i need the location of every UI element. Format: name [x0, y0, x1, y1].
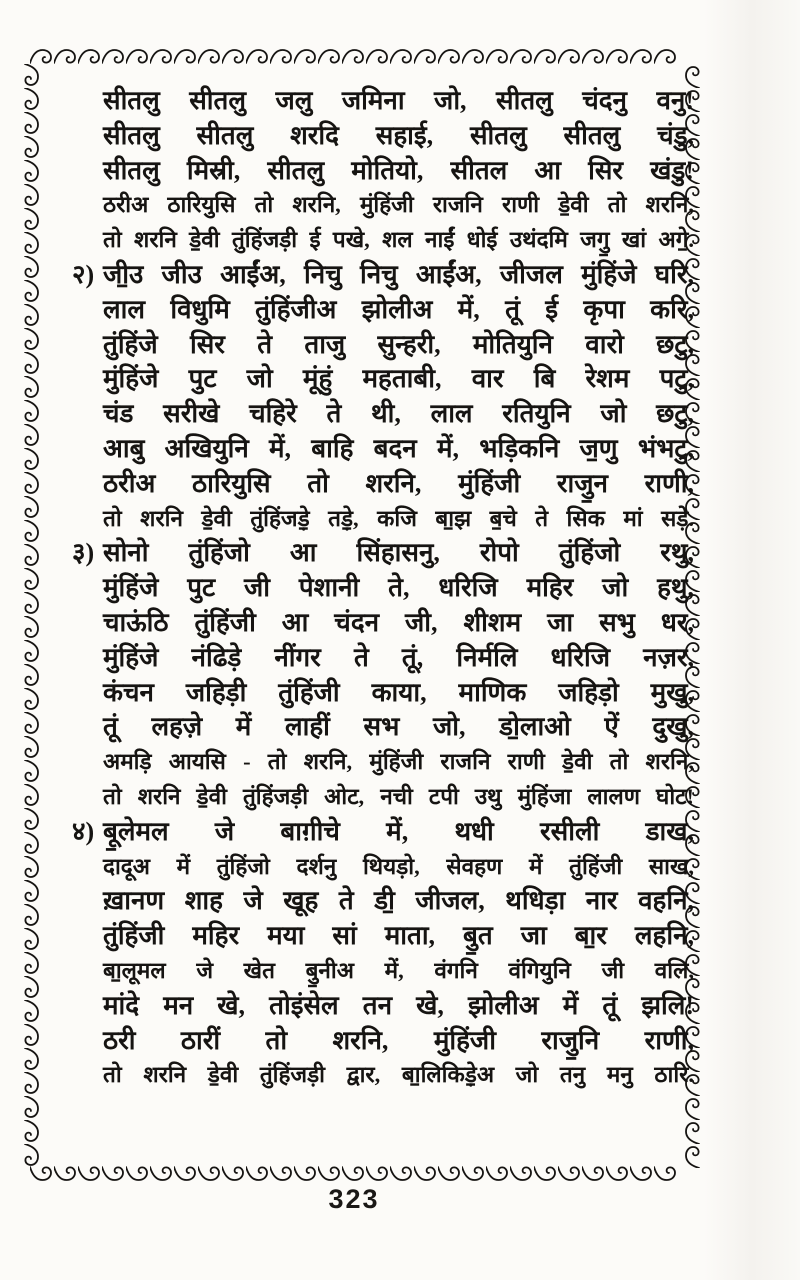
scroll-curl-icon — [342, 48, 366, 66]
scroll-curl-icon — [22, 496, 40, 520]
scroll-curl-icon — [684, 1120, 702, 1144]
scroll-curl-icon — [22, 1120, 40, 1144]
scroll-curl-icon — [22, 760, 40, 784]
scroll-curl-icon — [22, 376, 40, 400]
verse-number: ४) — [72, 816, 95, 846]
verse-line — [72, 710, 694, 745]
scroll-curl-icon — [246, 48, 270, 66]
scroll-curl-icon — [270, 48, 294, 66]
scroll-curl-icon — [22, 208, 40, 232]
scroll-curl-icon — [22, 592, 40, 616]
scroll-curl-icon — [22, 112, 40, 136]
scroll-curl-icon — [22, 256, 40, 280]
scroll-curl-icon — [22, 1000, 40, 1024]
verse-text-block — [72, 84, 694, 1093]
scroll-curl-icon — [22, 64, 40, 88]
scroll-curl-icon — [22, 712, 40, 736]
scroll-curl-icon — [30, 48, 54, 66]
verse-line — [72, 815, 694, 850]
verse-line-text: बू॒लेमल जे बाग़ीचे में, थधी रसीली डाख, — [103, 816, 694, 846]
scroll-curl-icon — [22, 424, 40, 448]
verse-line — [72, 154, 694, 189]
verse-line-text: तूं लहज़े में लाहीं सभ जो, डो॒लाओ ऐं दुखु, — [103, 712, 694, 742]
scroll-curl-icon — [22, 832, 40, 856]
scroll-curl-icon — [222, 48, 246, 66]
verse-line-text: मुंहिंजे पुट जी पेशानी ते, धरिजि महिर जो हथु, — [103, 573, 694, 603]
scroll-curl-icon — [22, 400, 40, 424]
verse-line-text: तो शरनि डे॒वी तुंहिंजड़े॒ तड़े॒, कजि बा॒झ ब॒चे ते सिक मां सड़े. — [103, 505, 694, 531]
verse-number: ३) — [72, 538, 95, 568]
verse-line — [72, 119, 694, 154]
verse-line — [72, 502, 694, 537]
verse-line — [72, 188, 694, 223]
verse-line-text: ठरीअ ठारियुसि तो शरनि, मुंहिंजी राजनि राणी डे॒वी तो शरनि, — [103, 192, 694, 218]
scroll-curl-icon — [22, 928, 40, 952]
verse-line-text: सीतलु सीतलु शरदि सहाई, सीतलु सीतलु चंडु, — [103, 120, 694, 150]
verse-line — [72, 919, 694, 954]
verse-line — [72, 362, 694, 397]
scroll-curl-icon — [30, 1164, 54, 1182]
scroll-curl-icon — [654, 48, 678, 66]
scroll-curl-icon — [606, 48, 630, 66]
verse-line — [72, 258, 694, 293]
decorative-border-bottom — [30, 1164, 678, 1182]
scroll-curl-icon — [198, 1164, 222, 1182]
verse-line-text: आबु अखियुनि में, बाहि बदन में, भड़िकनि ज॒णु भंभटु, — [103, 433, 694, 463]
scroll-curl-icon — [22, 952, 40, 976]
verse-line — [72, 989, 694, 1024]
decorative-border-left — [22, 64, 40, 1168]
scroll-curl-icon — [22, 328, 40, 352]
scroll-curl-icon — [22, 640, 40, 664]
scroll-curl-icon — [438, 48, 462, 66]
verse-line — [72, 884, 694, 919]
scroll-curl-icon — [366, 48, 390, 66]
verse-line-text: ठरीअ ठारियुसि तो शरनि, मुंहिंजी राजु॒न राणी, — [103, 468, 694, 498]
scroll-curl-icon — [22, 280, 40, 304]
scroll-curl-icon — [534, 48, 558, 66]
verse-line — [72, 954, 694, 989]
scroll-curl-icon — [22, 1096, 40, 1120]
verse-line-text: ठरी ठारीं तो शरनि, मुंहिंजी राजु॒नि राणी, — [103, 1025, 694, 1055]
verse-line-text: तुंहिंजी महिर मया सां माता, बु॒त जा बा॒र लहनि, — [103, 921, 694, 951]
scroll-curl-icon — [22, 736, 40, 760]
scroll-curl-icon — [22, 136, 40, 160]
verse-line — [72, 571, 694, 606]
verse-line — [72, 397, 694, 432]
verse-line-text: चाऊंठि तुंहिंजी आ चंदन जी, शीशम जा सभु धर, — [103, 607, 694, 637]
verse-line — [72, 467, 694, 502]
scroll-curl-icon — [606, 1164, 630, 1182]
verse-line-text: मुंहिंजे नंढिड़े नींगर ते तूं, निर्मलि धरिजि नज़र, — [103, 642, 694, 672]
scroll-curl-icon — [54, 48, 78, 66]
scroll-curl-icon — [22, 88, 40, 112]
scroll-curl-icon — [558, 48, 582, 66]
verse-line — [72, 84, 694, 119]
scroll-curl-icon — [462, 48, 486, 66]
scroll-curl-icon — [22, 520, 40, 544]
verse-line-text: तो शरनि डे॒वी तुंहिंजड़ी ई पखे, शल नाईं धोई उथंदमि जगु॒ खां अगे॒. — [103, 227, 694, 253]
verse-line — [72, 432, 694, 467]
scroll-curl-icon — [22, 184, 40, 208]
verse-line-text: चंड सरीखे चहिरे ते थी, लाल रतियुनि जो छटु, — [103, 399, 694, 429]
scroll-curl-icon — [294, 1164, 318, 1182]
scroll-curl-icon — [78, 1164, 102, 1182]
scroll-curl-icon — [414, 48, 438, 66]
scroll-curl-icon — [22, 688, 40, 712]
scroll-curl-icon — [630, 1164, 654, 1182]
scroll-curl-icon — [22, 616, 40, 640]
scroll-curl-icon — [126, 1164, 150, 1182]
scroll-curl-icon — [22, 664, 40, 688]
verse-number: २) — [72, 259, 95, 289]
scroll-curl-icon — [22, 352, 40, 376]
scroll-curl-icon — [684, 1144, 702, 1168]
scroll-curl-icon — [510, 1164, 534, 1182]
scroll-curl-icon — [174, 1164, 198, 1182]
scroll-curl-icon — [22, 880, 40, 904]
scroll-curl-icon — [22, 568, 40, 592]
scroll-curl-icon — [22, 232, 40, 256]
verse-line-text: मांदे मन खे, तोइंसेल तन खे, झोलीअ में तूं झलि! — [103, 990, 694, 1020]
scroll-curl-icon — [438, 1164, 462, 1182]
scroll-curl-icon — [318, 1164, 342, 1182]
scroll-curl-icon — [22, 784, 40, 808]
verse-line — [72, 850, 694, 885]
scroll-curl-icon — [102, 48, 126, 66]
verse-line-text: दादूअ में तुंहिंजो दर्शनु थियड़ो, सेवहण में तुंहिंजी साख, — [103, 853, 694, 879]
scroll-curl-icon — [486, 1164, 510, 1182]
scroll-curl-icon — [198, 48, 222, 66]
verse-line-text: सीतलु सीतलु जलु जमिना जो, सीतलु चंदनु वनु! — [103, 86, 694, 115]
scroll-curl-icon — [414, 1164, 438, 1182]
verse-line — [72, 606, 694, 641]
scroll-curl-icon — [582, 48, 606, 66]
verse-line — [72, 745, 694, 780]
scroll-curl-icon — [174, 48, 198, 66]
scroll-curl-icon — [22, 1072, 40, 1096]
verse-line — [72, 1024, 694, 1059]
scroll-curl-icon — [54, 1164, 78, 1182]
scroll-curl-icon — [150, 1164, 174, 1182]
verse-line-text: अमड़ि आयसि - तो शरनि, मुंहिंजी राजनि राणी डे॒वी तो शरनि, — [103, 749, 694, 775]
verse-line-text: कंचन जहिड़ी तुंहिंजी काया, माणिक जहिड़ो मुखु, — [103, 677, 694, 707]
scroll-curl-icon — [294, 48, 318, 66]
scroll-curl-icon — [510, 48, 534, 66]
verse-line-text: जी॒उ जीउ आईंअ, निचु निचु आईंअ, जीजल मुंहिंजे घरि, — [103, 259, 694, 289]
verse-line-text: तो शरनि डे॒वी तुंहिंजड़ी ओट, नची टपी उथु मुंहिंजा लालण घोट! — [103, 783, 694, 809]
verse-line-text: ख़ानण शाह जे खूह ते डी॒ जीजल, थधिड़ा नार वहनि, — [103, 886, 694, 916]
verse-line-text: तो शरनि डे॒वी तुंहिंजड़ी द्वार, बा॒लिकिड़े॒अ जो तनु मनु ठारि. — [103, 1062, 694, 1088]
verse-line — [72, 641, 694, 676]
verse-line — [72, 676, 694, 711]
verse-line — [72, 536, 694, 571]
scroll-curl-icon — [654, 1164, 678, 1182]
scroll-curl-icon — [78, 48, 102, 66]
scroll-curl-icon — [630, 48, 654, 66]
scroll-curl-icon — [462, 1164, 486, 1182]
scroll-curl-icon — [22, 472, 40, 496]
page-number: 323 — [328, 1184, 380, 1214]
verse-line-text: लाल विधुमि तुंहिंजीअ झोलीअ में, तूं ई कृपा करि, — [103, 294, 694, 324]
scroll-curl-icon — [22, 304, 40, 328]
scroll-curl-icon — [390, 1164, 414, 1182]
decorative-border-top — [30, 48, 678, 66]
verse-line-text: सोनो तुंहिंजो आ सिंहासनु, रोपो तुंहिंजो रथु, — [103, 538, 694, 568]
scroll-curl-icon — [390, 48, 414, 66]
verse-line-text: तुंहिंजे सिर ते ताजु सुन्हरी, मोतियुनि वारो छटु, — [103, 329, 694, 359]
verse-line — [72, 1058, 694, 1093]
scroll-curl-icon — [534, 1164, 558, 1182]
scroll-curl-icon — [270, 1164, 294, 1182]
scroll-curl-icon — [684, 1096, 702, 1120]
scroll-curl-icon — [150, 48, 174, 66]
verse-line — [72, 223, 694, 258]
scroll-curl-icon — [246, 1164, 270, 1182]
scroll-curl-icon — [22, 1144, 40, 1168]
verse-line — [72, 328, 694, 363]
scroll-curl-icon — [22, 1048, 40, 1072]
scroll-curl-icon — [222, 1164, 246, 1182]
scroll-curl-icon — [22, 160, 40, 184]
scroll-curl-icon — [22, 976, 40, 1000]
scroll-curl-icon — [486, 48, 510, 66]
scroll-curl-icon — [22, 1024, 40, 1048]
scroll-curl-icon — [22, 448, 40, 472]
verse-line-text: मुंहिंजे पुट जो मूंहुं महताबी, वार बि रेशम पटु, — [103, 364, 694, 394]
scroll-curl-icon — [22, 856, 40, 880]
verse-line-text: सीतलु मिस्री, सीतलु मोतियो, सीतल आ सिर खंडु! — [103, 155, 694, 185]
scroll-curl-icon — [342, 1164, 366, 1182]
scroll-curl-icon — [126, 48, 150, 66]
scroll-curl-icon — [318, 48, 342, 66]
verse-line — [72, 780, 694, 815]
scroll-curl-icon — [22, 808, 40, 832]
verse-line — [72, 293, 694, 328]
scroll-curl-icon — [558, 1164, 582, 1182]
scroll-curl-icon — [102, 1164, 126, 1182]
scroll-curl-icon — [22, 544, 40, 568]
scroll-curl-icon — [582, 1164, 606, 1182]
scroll-curl-icon — [22, 904, 40, 928]
scroll-curl-icon — [366, 1164, 390, 1182]
verse-line-text: बा॒लूमल जे खेत बु॒नीअ में, वंगनि वंगियुनि जी वलि, — [103, 957, 694, 983]
